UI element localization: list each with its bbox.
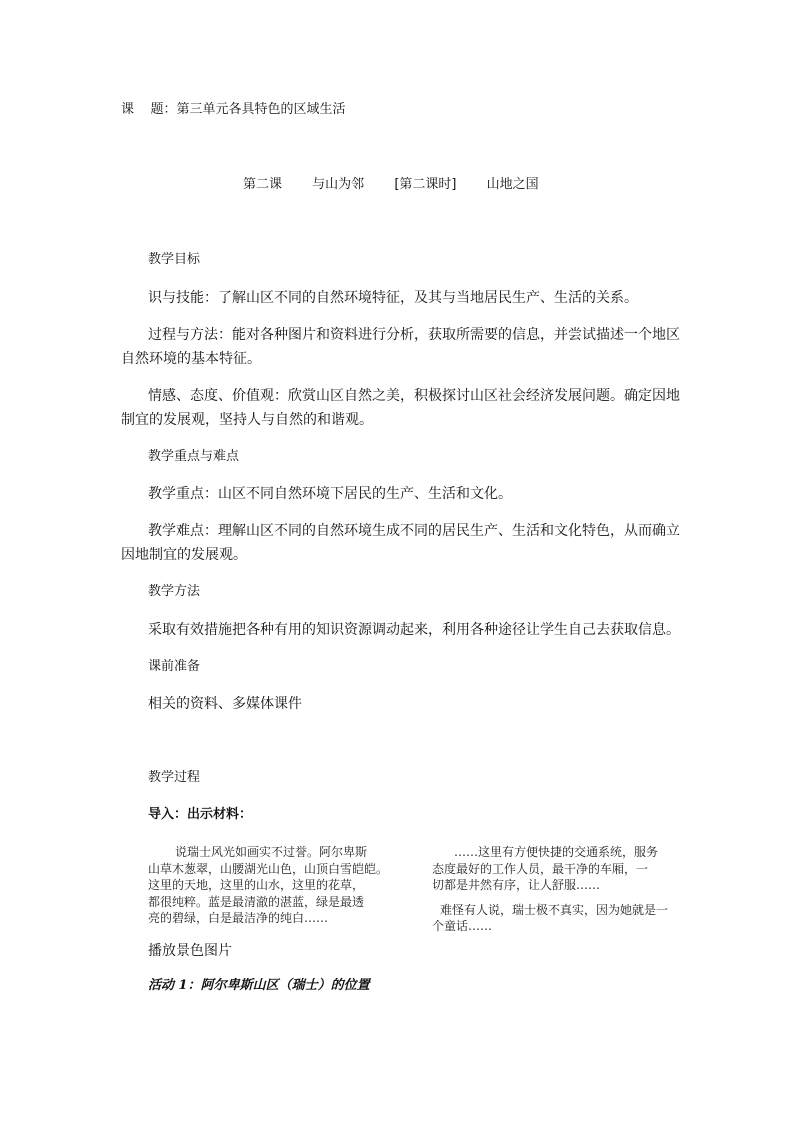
keypoint-difficulty-line1: 教学难点：理解山区不同的自然环境生成不同的居民生产、生活和文化特色，从而确立 (148, 523, 680, 539)
objective-process-line1: 过程与方法：能对各种图片和资料进行分析，获取所需要的信息，并尝试描述一个地区 (148, 327, 680, 343)
quote-right-line: ……这里有方便快捷的交通系统，服务 (454, 845, 659, 859)
lesson-name: 与山为邻 (312, 177, 365, 192)
objective-emotion-line2: 制宜的发展观，坚持人与自然的和谐观。 (121, 412, 373, 428)
objective-process-line2: 自然环境的基本特征。 (121, 351, 261, 367)
methods-heading: 教学方法 (148, 584, 201, 599)
prep-heading: 课前准备 (148, 659, 201, 674)
lesson-title (243, 176, 539, 194)
quote-right-line: 难怪有人说，瑞士极不真实，因为她就是一 (440, 902, 669, 917)
quote-left-line: 亮的碧绿，白是最洁净的纯白…… (148, 911, 329, 925)
quote-left-line: 山草木葱翠，山腰湖光山色，山顶白雪皑皑。 (148, 861, 389, 876)
quote-right-line: 切都是井然有序，让人舒服…… (432, 878, 601, 892)
activity-1-heading: 活动 1：阿尔卑斯山区（瑞士）的位置 (148, 978, 370, 993)
objective-knowledge: 识与技能：了解山区不同的自然环境特征，及其与当地居民生产、生活的关系。 (148, 290, 638, 306)
lesson-period: [第二课时] (394, 177, 457, 192)
methods-text: 采取有效措施把各种有用的知识资源调动起来，利用各种途径让学生自己去获取信息。 (148, 622, 680, 638)
header-line (121, 101, 346, 119)
keypoints-heading: 教学重点与难点 (148, 449, 240, 464)
quote-right-line: 态度最好的工作人员，最干净的车厢，一 (432, 861, 649, 876)
play-images-text: 播放景色图片 (148, 943, 232, 959)
quote-left-line: 都很纯粹。蓝是最清澈的湛蓝，绿是最透 (148, 894, 365, 909)
quote-left (148, 844, 438, 927)
quote-left-line: 说瑞士风光如画实不过誉。阿尔卑斯 (175, 845, 368, 859)
keypoint-focus: 教学重点：山区不同自然环境下居民的生产、生活和文化。 (148, 486, 512, 502)
objective-emotion-line1: 情感、态度、价值观：欣赏山区自然之美，积极探讨山区社会经济发展问题。确定因地 (148, 388, 680, 404)
prep-text: 相关的资料、多媒体课件 (148, 696, 302, 712)
lesson-number: 第二课 (243, 177, 283, 192)
intro-label: 导入：出示材料： (148, 807, 253, 822)
keypoint-difficulty-line2: 因地制宜的发展观。 (121, 547, 247, 563)
header-label: 课 题 (121, 102, 164, 117)
header-separator: ： (163, 102, 177, 117)
process-heading: 教学过程 (148, 770, 201, 785)
objectives-heading: 教学目标 (148, 252, 201, 267)
quote-right (432, 844, 692, 935)
quote-right-line: 个童话…… (432, 919, 493, 933)
quote-left-line: 这里的天地，这里的山水，这里的花草， (148, 878, 365, 892)
lesson-topic: 山地之国 (486, 177, 539, 192)
header-value: 第三单元各具特色的区域生活 (176, 102, 346, 117)
